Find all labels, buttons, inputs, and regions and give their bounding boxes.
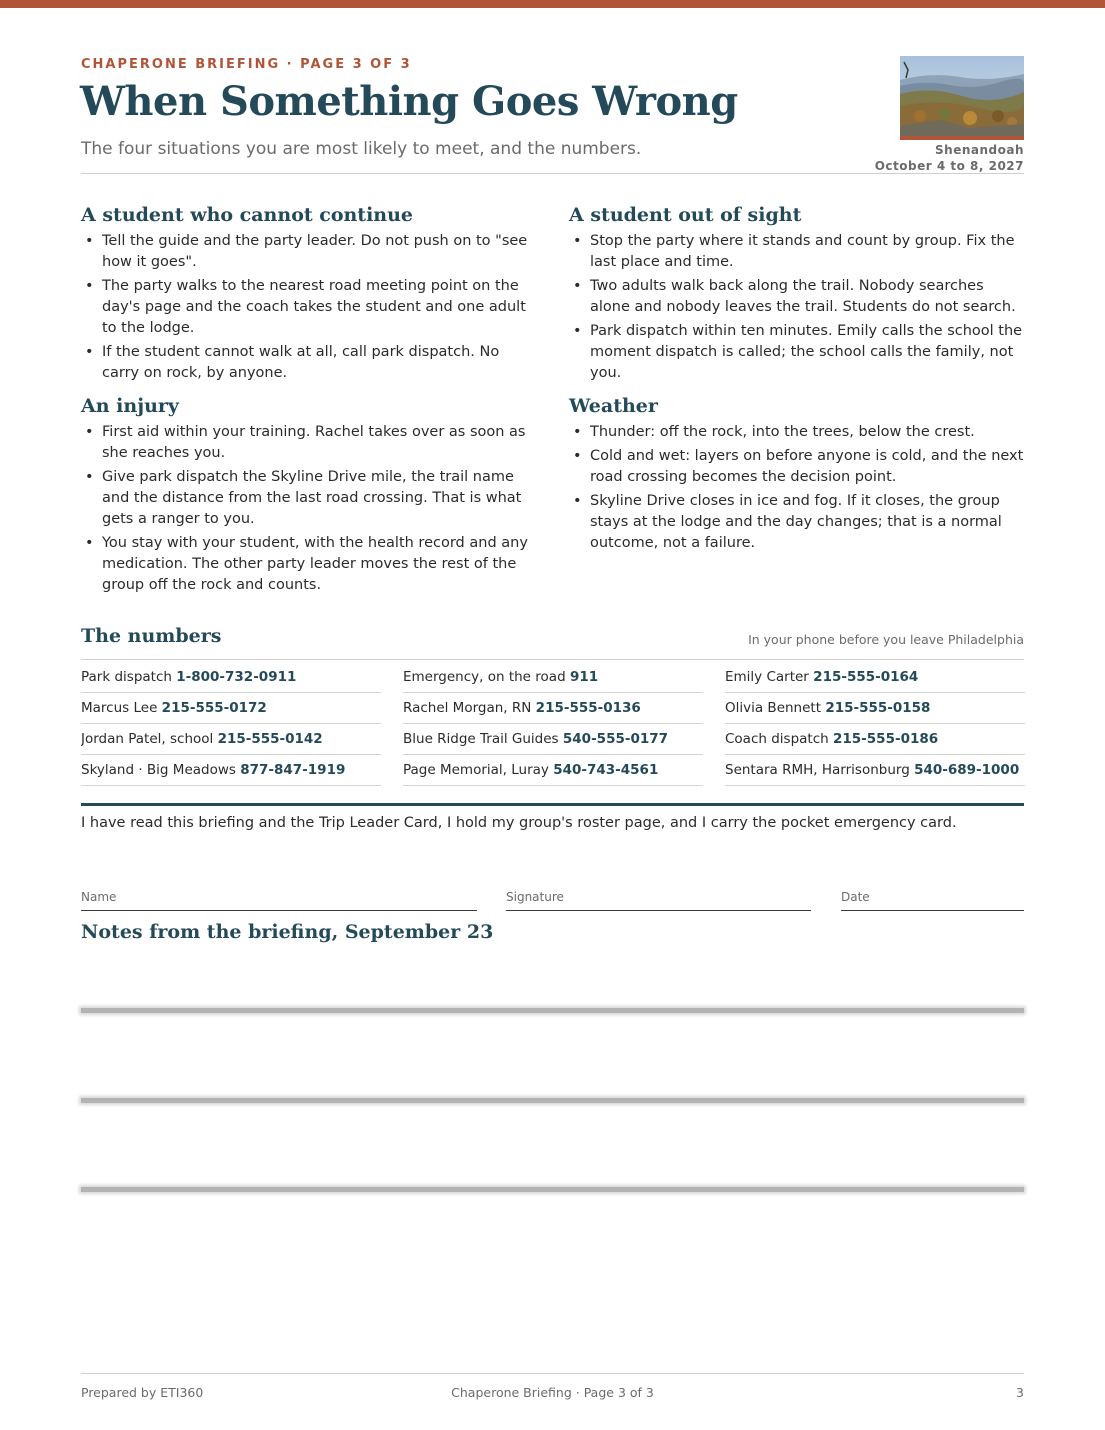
contact-label: Park dispatch (81, 669, 172, 685)
footer-title: Chaperone Briefing · Page 3 of 3 (451, 1385, 654, 1400)
phone-number: 911 (569, 669, 599, 685)
contact-label: Coach dispatch (725, 731, 829, 747)
date-field[interactable] (841, 890, 1024, 911)
phone-number: 215-555-0186 (833, 731, 939, 747)
name-field[interactable] (81, 890, 477, 911)
name-label: Name (81, 890, 117, 904)
phone-number: 215-555-0158 (825, 700, 931, 716)
eyebrow: CHAPERONE BRIEFING · PAGE 3 OF 3 (81, 57, 412, 72)
section-weather (569, 394, 1025, 554)
photo-caption-dates: October 4 to 8, 2027 (874, 159, 1024, 173)
phone-number: 215-555-0142 (217, 731, 323, 747)
numbers-note: In your phone before you leave Philadelphia (748, 632, 1024, 647)
phone-number: 540-555-0177 (562, 731, 669, 747)
header-divider (81, 173, 1024, 174)
page-subtitle: The four situations you are most likely to meet, and the numbers. (81, 139, 642, 159)
bullet-list (81, 422, 537, 596)
contact-label: Skyland · Big Meadows (81, 762, 236, 778)
note-line[interactable] (81, 1098, 1024, 1103)
acknowledgement-divider (81, 803, 1024, 806)
shenandoah-photo (900, 56, 1024, 140)
phone-number: 540-743-4561 (553, 762, 659, 778)
phone-number: 215-555-0136 (535, 700, 641, 716)
note-line[interactable] (81, 1187, 1024, 1192)
bullet-list (81, 231, 537, 384)
contact-label: Rachel Morgan, RN (403, 700, 532, 716)
right-column (569, 203, 1025, 564)
list-item: • Give park dispatch the Skyline Drive mile, the trail name and the distance from the last road crossing. That is what gets a ranger to you. (81, 467, 537, 530)
bullet-list (569, 231, 1025, 384)
list-item: • Thunder: off the rock, into the trees, below the crest. (569, 422, 1025, 443)
section-heading: A student out of sight (569, 204, 802, 226)
contact-entry (725, 662, 1025, 693)
contact-entry (81, 662, 381, 693)
page-title: When Something Goes Wrong (80, 78, 738, 125)
contact-label: Olivia Bennett (725, 700, 822, 716)
list-item: • You stay with your student, with the health record and any medication. The other party leader moves the rest of the group off the rock and counts. (81, 533, 537, 596)
footer-divider (81, 1373, 1024, 1374)
contact-label: Page Memorial, Luray (403, 762, 549, 778)
signature-field[interactable] (506, 890, 811, 911)
signature-label: Signature (506, 890, 564, 904)
list-item: • Stop the party where it stands and count by group. Fix the last place and time. (569, 231, 1025, 273)
contact-label: Emergency, on the road (403, 669, 566, 685)
page-number: 3 (1016, 1385, 1024, 1400)
contact-entry (725, 755, 1025, 786)
list-item: • Park dispatch within ten minutes. Emily calls the school the moment dispatch is called; the school calls the family, not you. (569, 321, 1025, 384)
contact-entry (725, 693, 1025, 724)
section-heading: Weather (569, 395, 658, 417)
list-item: • First aid within your training. Rachel takes over as soon as she reaches you. (81, 422, 537, 464)
list-item: • The party walks to the nearest road meeting point on the day's page and the coach takes the student and one adult to the lodge. (81, 276, 537, 339)
acknowledgement-statement: I have read this briefing and the Trip Leader Card, I hold my group's roster page, and I carry the pocket emergency card. (81, 815, 957, 831)
phone-number: 215-555-0172 (161, 700, 267, 716)
contact-entry (81, 693, 381, 724)
contact-label: Sentara RMH, Harrisonburg (725, 762, 910, 778)
phone-numbers-table (81, 662, 1024, 786)
contact-entry (403, 662, 703, 693)
bullet-list (569, 422, 1025, 554)
contact-label: Jordan Patel, school (81, 731, 214, 747)
section-injury (81, 394, 537, 596)
phone-number: 540-689-1000 (914, 762, 1020, 778)
contact-label: Blue Ridge Trail Guides (403, 731, 559, 747)
list-item: • If the student cannot walk at all, call park dispatch. No carry on rock, by anyone. (81, 342, 537, 384)
list-item: • Two adults walk back along the trail. Nobody searches alone and nobody leaves the trail. Students do not search. (569, 276, 1025, 318)
contact-entry (403, 755, 703, 786)
list-item: • Skyline Drive closes in ice and fog. If it closes, the group stays at the lodge and the day changes; that is a normal outcome, not a failure. (569, 491, 1025, 554)
section-cannot-continue (81, 203, 537, 384)
footer-prepared-by: Prepared by ETI360 (81, 1385, 204, 1400)
section-heading: A student who cannot continue (81, 204, 414, 226)
list-item: • Cold and wet: layers on before anyone is cold, and the next road crossing becomes the decision point. (569, 446, 1025, 488)
phone-number: 877-847-1919 (240, 762, 346, 778)
contact-entry (81, 724, 381, 755)
contact-label: Emily Carter (725, 669, 809, 685)
contact-entry (81, 755, 381, 786)
contact-entry (403, 724, 703, 755)
section-heading: An injury (81, 395, 179, 417)
section-out-of-sight (569, 203, 1025, 384)
contact-entry (725, 724, 1025, 755)
numbers-divider (81, 659, 1024, 660)
list-item: • Tell the guide and the party leader. Do not push on to "see how it goes". (81, 231, 537, 273)
date-label: Date (841, 890, 870, 904)
photo-caption-place: Shenandoah (935, 143, 1024, 157)
contact-entry (403, 693, 703, 724)
left-column (81, 203, 537, 606)
notes-heading: Notes from the briefing, September 23 (81, 921, 494, 943)
top-accent-bar (0, 0, 1105, 8)
contact-label: Marcus Lee (81, 700, 158, 716)
phone-number: 215-555-0164 (813, 669, 919, 685)
note-line[interactable] (81, 1008, 1024, 1013)
phone-number: 1-800-732-0911 (176, 669, 297, 685)
numbers-heading: The numbers (81, 625, 222, 647)
